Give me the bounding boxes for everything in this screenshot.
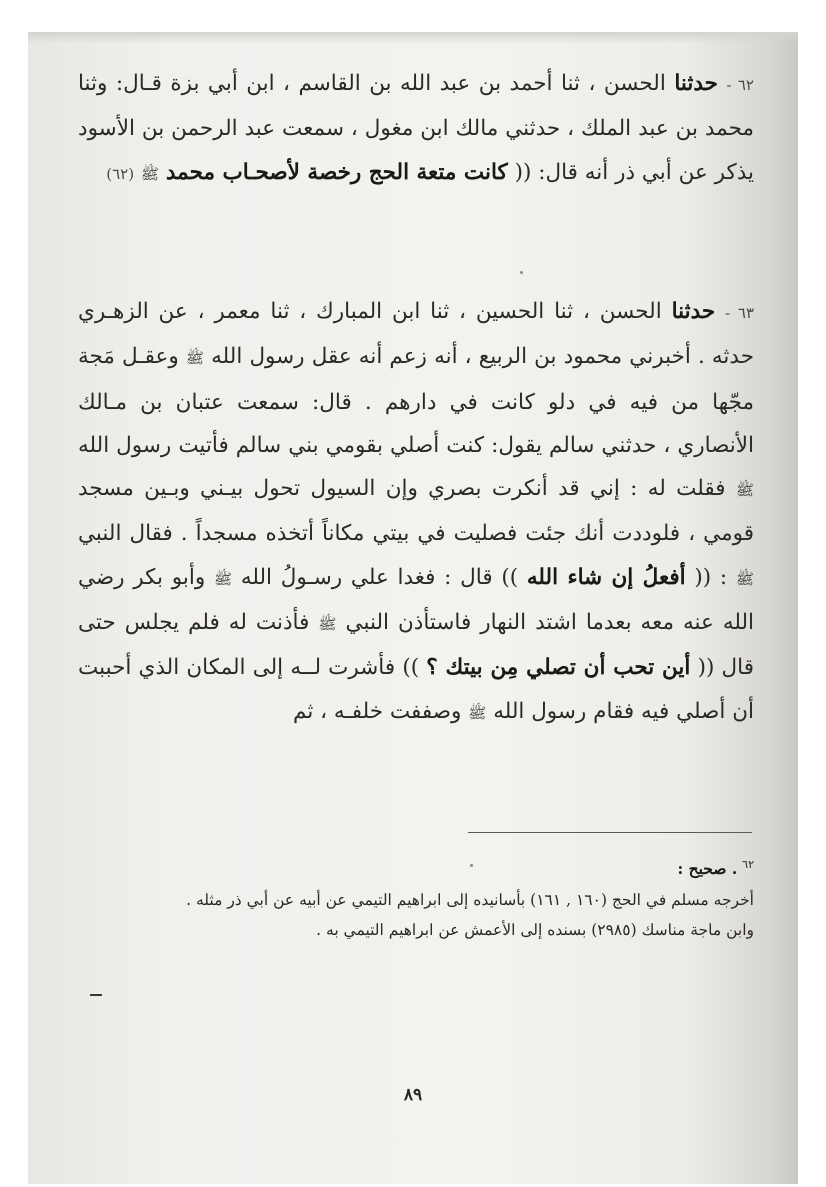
- footnote-divider: [468, 832, 752, 833]
- hadith-quote: أفعلُ إن شاء الله: [526, 564, 686, 590]
- hadith-text: فقلت له : إني قد أنكرت بصري وإن السيول تحول بيـني وبـين مسجد قومي ، فلوددت أنك جئت فصليت في بيتي مكاناً أتخذه مسجداً . فقال النبي: [78, 476, 755, 547]
- footnote: [78, 850, 754, 946]
- hadith-number: ٦٢ -: [726, 76, 754, 94]
- hadith-quote: كانت متعة الحج رخصة لأصحـاب محمد: [165, 159, 508, 185]
- footnote-line: أخرجه مسلم في الحج (١٦٠ , ١٦١) بأسانيده إلى ابراهيم التيمي عن أبيه عن أبي ذر مثله .: [186, 890, 754, 909]
- hadith-text: فأذنت له فلم يجلس حتى قال ((: [78, 610, 754, 681]
- hadith-text: الحسن ، ثنا أحمد بن عبد الله بن القاسم ، ابن أبي بزة قـال: وثنا محمد بن عبد الملك ، حدثني مالك ابن مغول ، سمعت عبد الرحمن بن الأسود يذكر عن أبي ذر أنه قال: ((: [78, 71, 754, 185]
- sallah-glyph: ﷺ: [468, 703, 487, 722]
- scan-speck: [520, 271, 523, 274]
- sallah-glyph: ﷺ: [185, 349, 204, 368]
- hadith-text: وأبو بكر رضي الله عنه معه بعدما اشتد النهار فاستأذن النبي: [78, 564, 754, 636]
- hadith-number: ٦٣ -: [725, 304, 755, 322]
- hadith-text: : ((: [694, 564, 728, 590]
- hadith-text: وصففت خلفـه ، ثم: [293, 698, 462, 724]
- page-number: ٨٩: [403, 1085, 423, 1105]
- hadith-text: )) قال : فغدا علي رسـولُ الله: [240, 564, 519, 590]
- footnote-line: وابن ماجة مناسك (٢٩٨٥) بسنده إلى الأعمش عن ابراهيم التيمي به .: [316, 921, 754, 940]
- sallah-glyph: ﷺ: [735, 481, 754, 500]
- hadith-text: )) فأشرت لــه إلى المكان الذي أحببت أن أصلي فيه فقام رسول الله: [78, 655, 754, 724]
- footnote-reference: (٦٢): [106, 164, 135, 183]
- sallah-glyph: ﷺ: [318, 615, 337, 634]
- footnote-number: ٦٢: [742, 858, 754, 871]
- hadith-opening: حدثنا: [671, 299, 716, 324]
- sallah-glyph: ﷺ: [140, 164, 160, 183]
- hadith-text: الحسن ، ثنا الحسين ، ثنا ابن المبارك ، ثنا معمر ، عن الزهـري حدثه . أخبرني محمود بن الربيع ، أنه زعم أنه عقل رسول الله: [78, 299, 754, 370]
- hadith-63: [78, 290, 754, 735]
- margin-mark: [90, 994, 102, 996]
- footnote-heading: [78, 850, 754, 885]
- scan-shadow: [28, 32, 798, 44]
- scan-speck: [470, 864, 473, 867]
- hadith-62: [78, 62, 754, 196]
- footnote-grade: . صحيح :: [677, 859, 738, 879]
- sallah-glyph: ﷺ: [213, 569, 233, 588]
- hadith-opening: حدثنا: [674, 71, 718, 96]
- sallah-glyph: ﷺ: [735, 569, 754, 588]
- hadith-quote: أين تحب أن تصلي مِن بيتك ؟: [426, 655, 691, 681]
- hadith-text: وعقـل مَجة مجّها من فيه في دلو كانت في دارهم . قال: سمعت عتبان بن مـالك الأنصاري ، حدثني سالم يقول: كنت أصلي بقومي بني سالم فأتيت رسول الله: [78, 344, 754, 458]
